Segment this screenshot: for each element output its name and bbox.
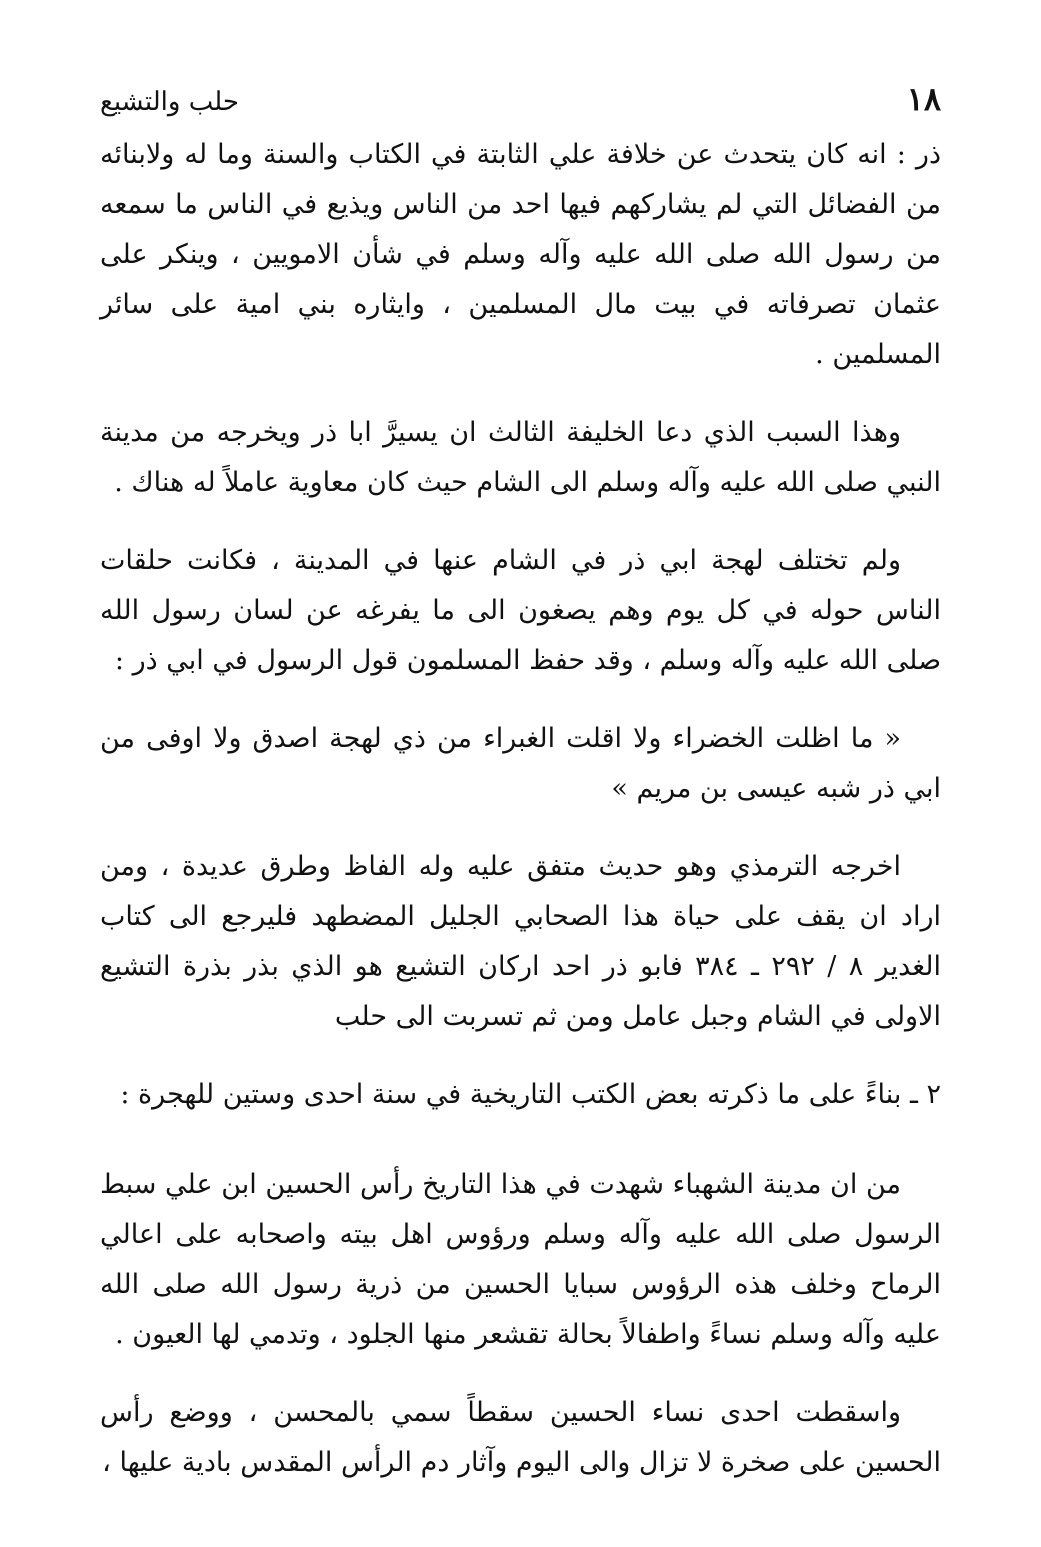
page-number: ١٨: [906, 80, 941, 118]
paragraph-shahba-witness: من ان مدينة الشهباء شهدت في هذا التاريخ رأس الحسين ابن علي سبط الرسول صلى الله عليه وآله وسلم ورؤوس اهل بيته واصحابه على اعالي الرماح وخلف هذه الرؤوس سبايا الحسين من ذرية رسول الله صلى الله عليه وآله وسلم نساءً واطفالاً بحالة تقشعر منها الجلود ، وتدمي لها العيون .: [100, 1169, 941, 1350]
paragraph-muhsin-rock: واسقطت احدى نساء الحسين سقطاً سمي بالمحسن ، ووضع رأس الحسين على صخرة لا تزال والى اليوم وآثار دم الرأس المقدس بادية عليها ،: [100, 1397, 941, 1478]
page-header: [100, 80, 941, 130]
paragraph-point-two: ٢ ـ بناءً على ما ذكرته بعض الكتب التاريخية في سنة احدى وستين للهجرة :: [120, 1079, 941, 1110]
page-body: [100, 130, 941, 1488]
paragraph-hadith-quote: « ما اظلت الخضراء ولا اقلت الغبراء من ذي لهجة اصدق ولا اوفى من ابي ذر شبه عيسى بن مريم »: [100, 723, 941, 804]
paragraph-exile-reason: وهذا السبب الذي دعا الخليفة الثالث ان يسيرَّ ابا ذر ويخرجه من مدينة النبي صلى الله عليه وآله وسلم الى الشام حيث كان معاوية عاملاً له هناك .: [100, 417, 941, 498]
running-title: حلب والتشيع: [100, 87, 239, 117]
paragraph-sham-circles: ولم تختلف لهجة ابي ذر في الشام عنها في المدينة ، فكانت حلقات الناس حوله في كل يوم وهم يصغون الى ما يفرغه عن لسان رسول الله صلى الله عليه وآله وسلم ، وقد حفظ المسلمون قول الرسول في ابي ذر :: [100, 545, 941, 676]
paragraph-abu-dharr-intro: ذر : انه كان يتحدث عن خلافة علي الثابتة في الكتاب والسنة وما له ولابنائه من الفضائل التي لم يشاركهم فيها احد من الناس ويذيع في الناس ما سمعه من رسول الله صلى الله عليه وآله وسلم في شأن الامويين ، وينكر على عثمان تصرفاته في بيت مال المسلمين ، وايثاره بني امية على سائر المسلمين .: [100, 139, 941, 370]
paragraph-hadith-source: اخرجه الترمذي وهو حديث متفق عليه وله الفاظ وطرق عديدة ، ومن اراد ان يقف على حياة هذا الصحابي الجليل المضطهد فليرجع الى كتاب الغدير ٨ / ٢٩٢ ـ ٣٨٤ فابو ذر احد اركان التشيع هو الذي بذر بذرة التشيع الاولى في الشام وجبل عامل ومن ثم تسربت الى حلب: [100, 851, 942, 1032]
